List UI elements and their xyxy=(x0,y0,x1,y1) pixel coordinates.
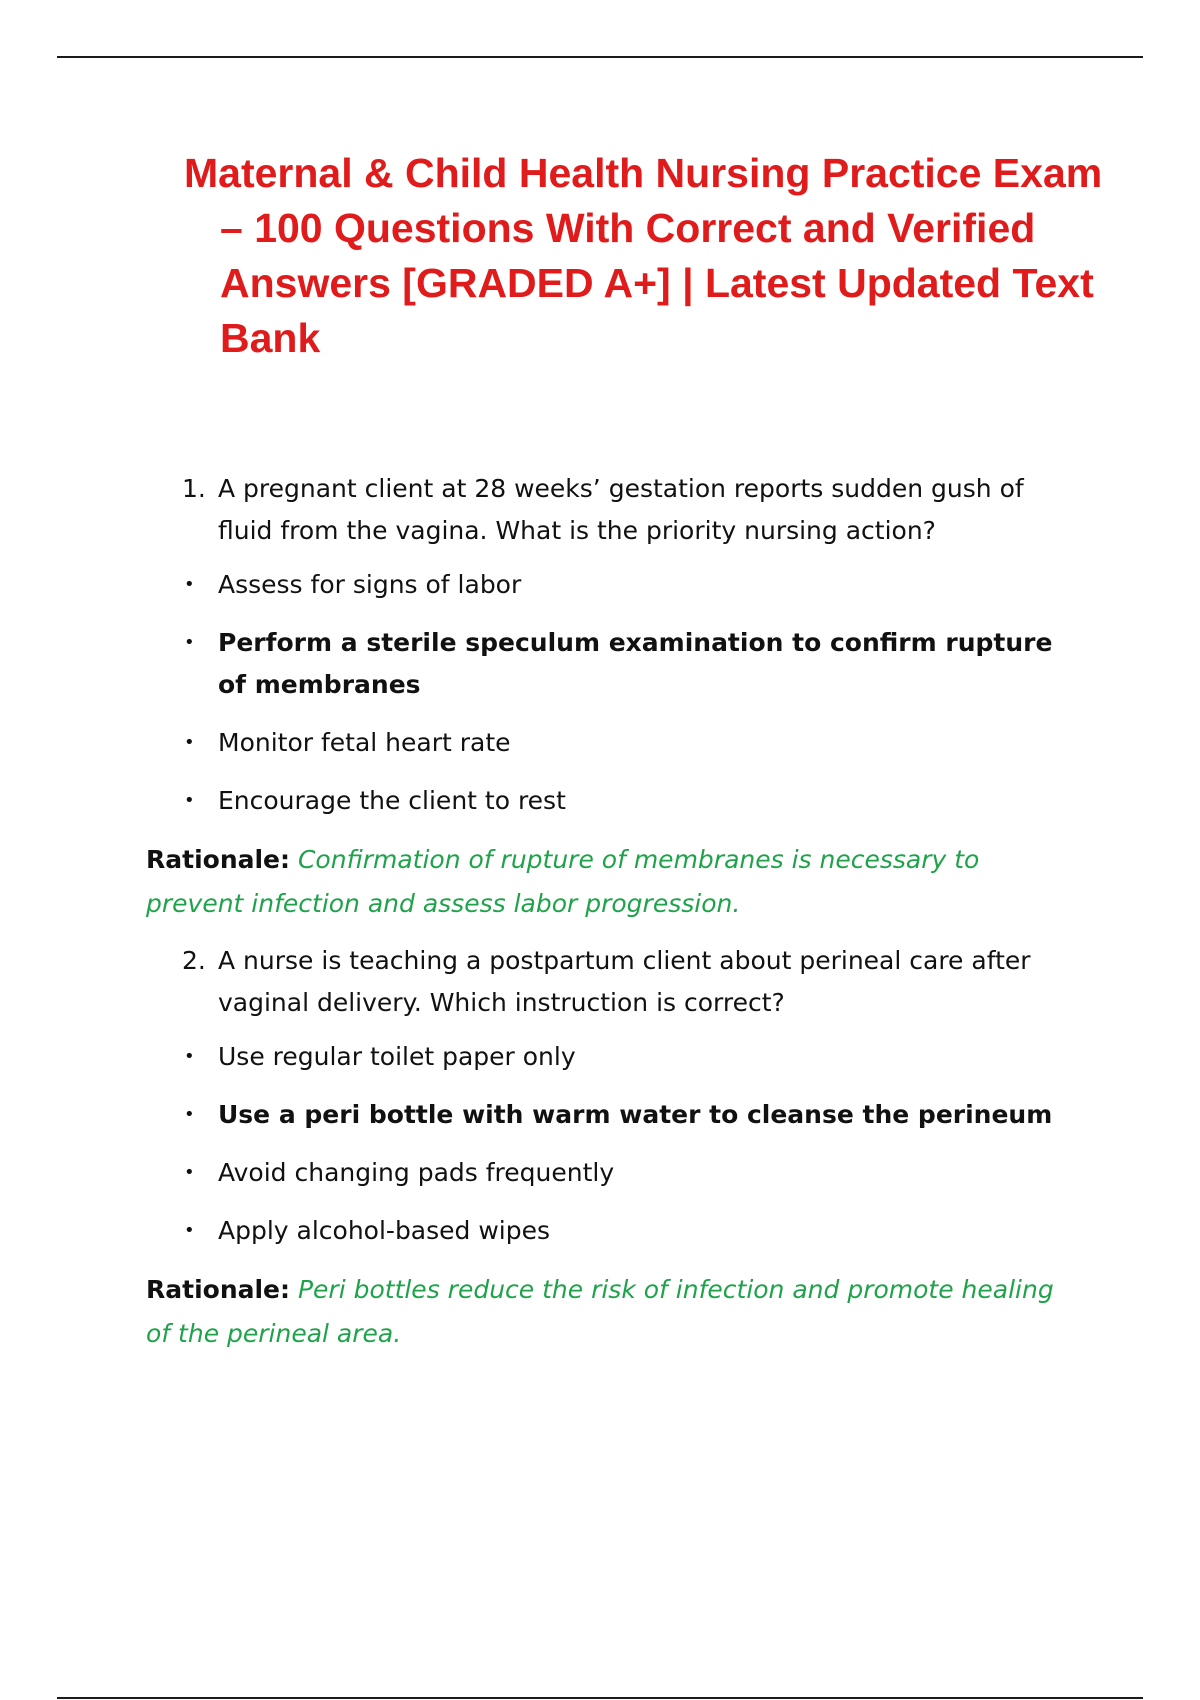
option-item xyxy=(146,1152,1076,1194)
option-item xyxy=(146,780,1076,822)
option-list xyxy=(146,564,1076,822)
option-text: Use regular toilet paper only xyxy=(218,1042,576,1071)
document-title: Maternal & Child Health Nursing Practice Exam – 100 Questions With Correct and Verified Answers [GRADED A+] | Latest Updated Text Bank xyxy=(184,150,1103,361)
bottom-rule xyxy=(57,1697,1143,1699)
option-item xyxy=(146,1036,1076,1078)
option-item-correct xyxy=(146,622,1076,706)
rationale-text: Peri bottles reduce the risk of infection and promote healing of the perineal area. xyxy=(146,1275,1054,1348)
option-text: Assess for signs of labor xyxy=(218,570,522,599)
bullet-icon: • xyxy=(184,1220,195,1241)
bullet-icon: • xyxy=(184,732,195,753)
question-number: 1. xyxy=(182,474,206,503)
top-rule xyxy=(57,56,1143,58)
question-block-1 xyxy=(146,468,1076,926)
question-text: A pregnant client at 28 weeks’ gestation reports sudden gush of fluid from the vagina. What is the priority nursing action? xyxy=(218,474,1024,545)
option-item xyxy=(146,722,1076,764)
option-text: Monitor fetal heart rate xyxy=(218,728,511,757)
option-item xyxy=(146,564,1076,606)
rationale-text: Confirmation of rupture of membranes is necessary to prevent infection and assess labor progression. xyxy=(146,845,980,918)
bullet-icon: • xyxy=(184,1104,195,1125)
option-item-correct xyxy=(146,1094,1076,1136)
question-2 xyxy=(146,940,1076,1024)
option-text: Apply alcohol-based wipes xyxy=(218,1216,551,1245)
option-text: Use a peri bottle with warm water to cleanse the perineum xyxy=(218,1100,1053,1129)
rationale-label: Rationale: xyxy=(146,1275,291,1304)
bullet-icon: • xyxy=(184,790,195,811)
option-text: Avoid changing pads frequently xyxy=(218,1158,615,1187)
bullet-icon: • xyxy=(184,1046,195,1067)
rationale-label: Rationale: xyxy=(146,845,291,874)
bullet-icon: • xyxy=(184,574,195,595)
option-list xyxy=(146,1036,1076,1252)
option-item xyxy=(146,1210,1076,1252)
question-list xyxy=(146,468,1076,1370)
question-block-2 xyxy=(146,940,1076,1356)
rationale xyxy=(146,1268,1076,1356)
rationale xyxy=(146,838,1076,926)
question-1 xyxy=(146,468,1076,552)
option-text: Perform a sterile speculum examination to confirm rupture of membranes xyxy=(218,628,1053,699)
option-text: Encourage the client to rest xyxy=(218,786,566,815)
bullet-icon: • xyxy=(184,632,195,653)
question-text: A nurse is teaching a postpartum client about perineal care after vaginal delivery. Which instruction is correct? xyxy=(218,946,1031,1017)
bullet-icon: • xyxy=(184,1162,195,1183)
question-number: 2. xyxy=(182,946,206,975)
